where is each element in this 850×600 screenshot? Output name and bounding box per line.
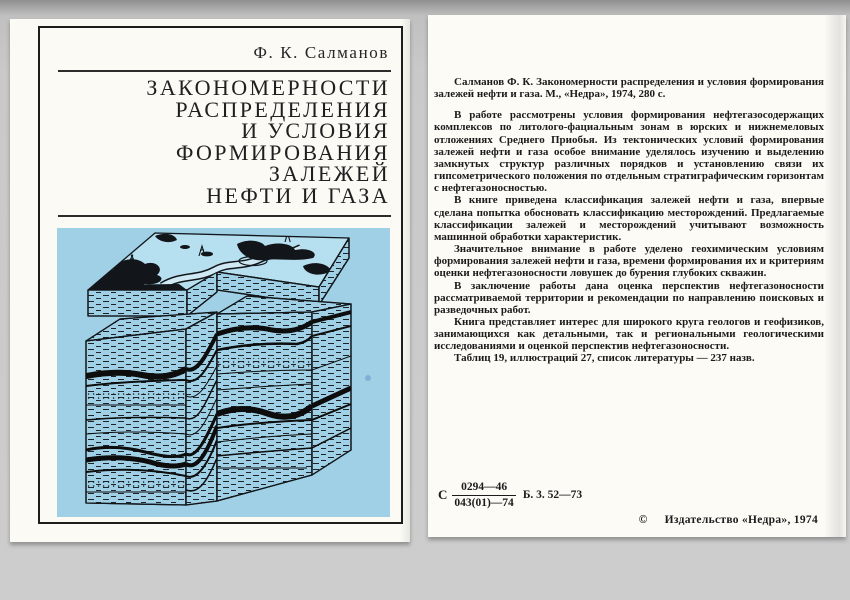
cover-author: Ф. К. Салманов bbox=[253, 43, 389, 62]
catalog-denominator: 043(01)—74 bbox=[454, 496, 514, 509]
ink-splotch bbox=[365, 375, 371, 381]
cover-rule-bottom bbox=[58, 215, 391, 217]
stats-line: Таблиц 19, иллюстраций 27, список литературы — 237 назв. bbox=[454, 352, 755, 365]
cover-title-line: ЗАЛЕЖЕЙ bbox=[268, 161, 390, 187]
citation-body: Закономерности распределения и условия формирования залежей нефти и газа. М., «Недра», 1974, 280 с. bbox=[434, 76, 824, 101]
cover-title-line: ЗАКОНОМЕРНОСТИ bbox=[146, 75, 390, 100]
geological-block-diagram bbox=[57, 228, 390, 517]
annotation-paragraph: В работе рассмотрены условия формирования нефтегазосодержащих комплексов по литолого-фациальным зонам в юрских и нижнемеловых отложениях Среднего Приобья. Из тектонических условий формирования залежей нефти и газа особое внимание уделялось изучению и выделению замкнутых структур различных порядков и установлению связи их гипсометрического положения по отдельным стратиграфическим горизонтам с нефтегазоносностью. bbox=[434, 109, 824, 195]
bibliographic-citation bbox=[434, 76, 824, 100]
block-diagram-svg bbox=[57, 228, 390, 517]
cover-title-line: НЕФТИ И ГАЗА bbox=[206, 182, 390, 208]
copyright-line bbox=[639, 514, 818, 526]
catalog-suffix: Б. 3. 52—73 bbox=[522, 489, 583, 501]
cover-title-line: РАСПРЕДЕЛЕНИЯ bbox=[175, 96, 390, 122]
annotation-text bbox=[434, 76, 824, 365]
catalog-fraction bbox=[452, 481, 515, 509]
cover-frame bbox=[38, 26, 403, 524]
catalog-numerator: 0294—46 bbox=[452, 481, 515, 496]
annotation-paragraph: Значительное внимание в работе уделено геохимическим условиям формирования залежей нефти и газа, времени формирования их и критериям оценки нефтегазоносности ловушек до бурения глубоких скважин. bbox=[434, 243, 824, 280]
annotation-page bbox=[428, 15, 846, 537]
annotation-paragraph: В книге приведена классификация залежей нефти и газа, впервые сделана попытка обосновать классификацию месторождений. Предлагаемые классификации залежей и месторождений учитывают возможность машинной обработки характеристик. bbox=[434, 194, 824, 243]
copyright-text: Издательство «Недра», 1974 bbox=[664, 514, 818, 526]
catalog-number bbox=[438, 481, 582, 509]
cover-title-line: ФОРМИРОВАНИЯ bbox=[175, 139, 390, 165]
cover-title bbox=[146, 77, 390, 207]
cover-rule-top bbox=[58, 70, 391, 72]
cover-title-line: И УСЛОВИЯ bbox=[241, 118, 390, 144]
catalog-prefix: С bbox=[438, 487, 448, 502]
cover-page bbox=[10, 19, 410, 542]
annotation-paragraph: Книга представляет интерес для широкого круга геологов и геофизиков, занимающихся как детальными, так и региональными геологическими исследованиями и оценкой перспектив нефтегазоносности. bbox=[434, 315, 824, 353]
citation-author: Салманов Ф. К. bbox=[454, 76, 534, 88]
copyright-icon: © bbox=[638, 514, 648, 526]
annotation-paragraph: В заключение работы дана оценка перспектив нефтегазоносности рассматриваемой территории и рекомендации по направлению поисковых и разведочных работ. bbox=[434, 279, 824, 316]
